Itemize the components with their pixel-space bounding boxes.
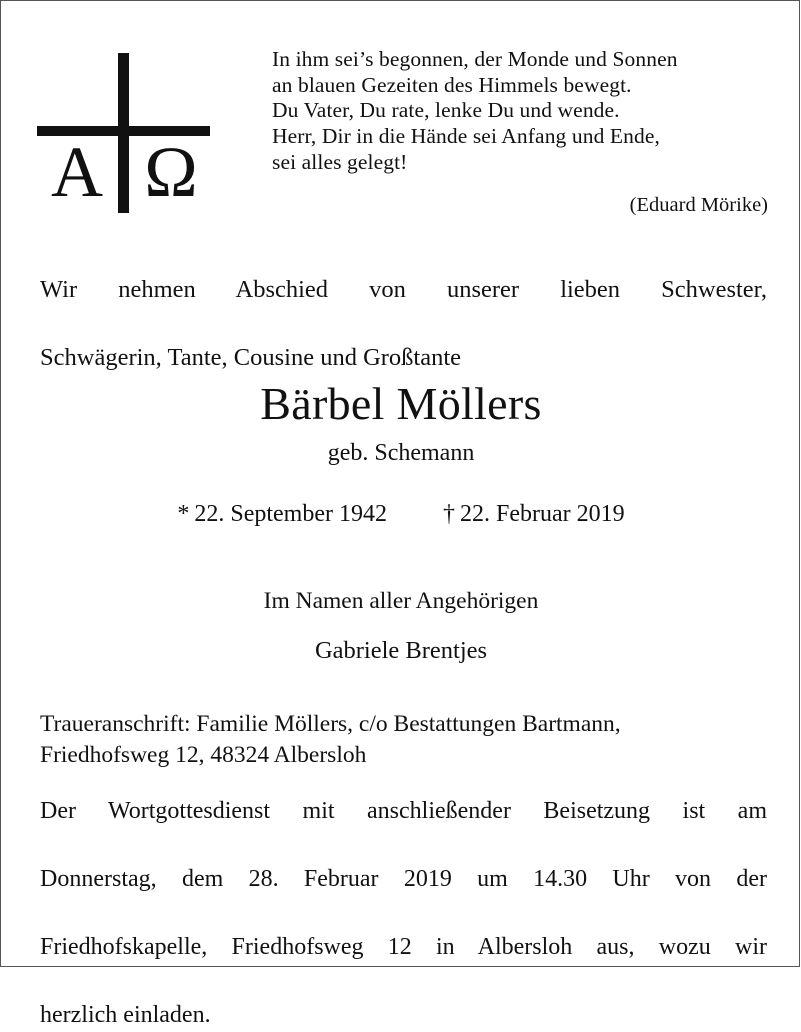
service-details	[40, 794, 767, 1032]
mourning-address	[40, 709, 767, 771]
family-name: Gabriele Brentjes	[314, 637, 488, 664]
verse-block	[272, 47, 768, 217]
verse-line-2: an blauen Gezeiten des Himmels bewegt.	[272, 72, 632, 97]
service-line-1: Der Wortgottesdienst mit anschließender Beisetzung ist am	[40, 798, 767, 824]
life-dates	[1, 499, 801, 529]
address-line-1: Traueranschrift: Familie Möllers, c/o Bestattungen Bartmann,	[40, 711, 621, 737]
death-date: 22. Februar 2019	[460, 501, 625, 527]
birth-star-icon: *	[177, 501, 190, 527]
birth-date-cell	[177, 499, 387, 529]
verse-author: (Eduard Mörike)	[629, 193, 768, 216]
family-intro: Im Namen aller Angehörigen	[263, 588, 539, 614]
svg-text:Α: Α	[51, 132, 103, 212]
verse-line-3: Du Vater, Du rate, lenke Du und wende.	[272, 98, 620, 123]
deceased-maiden-name: geb. Schemann	[327, 440, 475, 466]
verse-line-5: sei alles gelegt!	[272, 149, 408, 174]
deceased-name-block	[1, 376, 801, 468]
deceased-name: Bärbel Möllers	[260, 378, 542, 429]
death-date-cell	[443, 499, 625, 529]
cross-alpha-omega-icon	[37, 53, 217, 213]
intro-line-2: Schwägerin, Tante, Cousine und Großtante	[40, 344, 462, 371]
verse-line-1: In ihm sei’s begonnen, der Monde und Sonnen	[272, 47, 678, 71]
birth-date: 22. September 1942	[194, 501, 387, 527]
intro-line-1: Wir nehmen Abschied von unserer lieben Schwester,	[40, 276, 767, 303]
header-area	[1, 1, 801, 247]
service-line-4: herzlich einladen.	[40, 1002, 211, 1028]
verse-line-4: Herr, Dir in die Hände sei Anfang und Ende,	[272, 124, 660, 149]
service-line-2: Donnerstag, dem 28. Februar 2019 um 14.30 Uhr von der	[40, 866, 767, 892]
intro-text	[40, 273, 767, 375]
service-line-3: Friedhofskapelle, Friedhofsweg 12 in Albersloh aus, wozu wir	[40, 934, 767, 960]
death-dagger-icon: †	[443, 501, 455, 527]
family-block	[1, 586, 801, 666]
address-line-2: Friedhofsweg 12, 48324 Albersloh	[40, 742, 367, 768]
svg-text:Ω: Ω	[144, 132, 198, 212]
